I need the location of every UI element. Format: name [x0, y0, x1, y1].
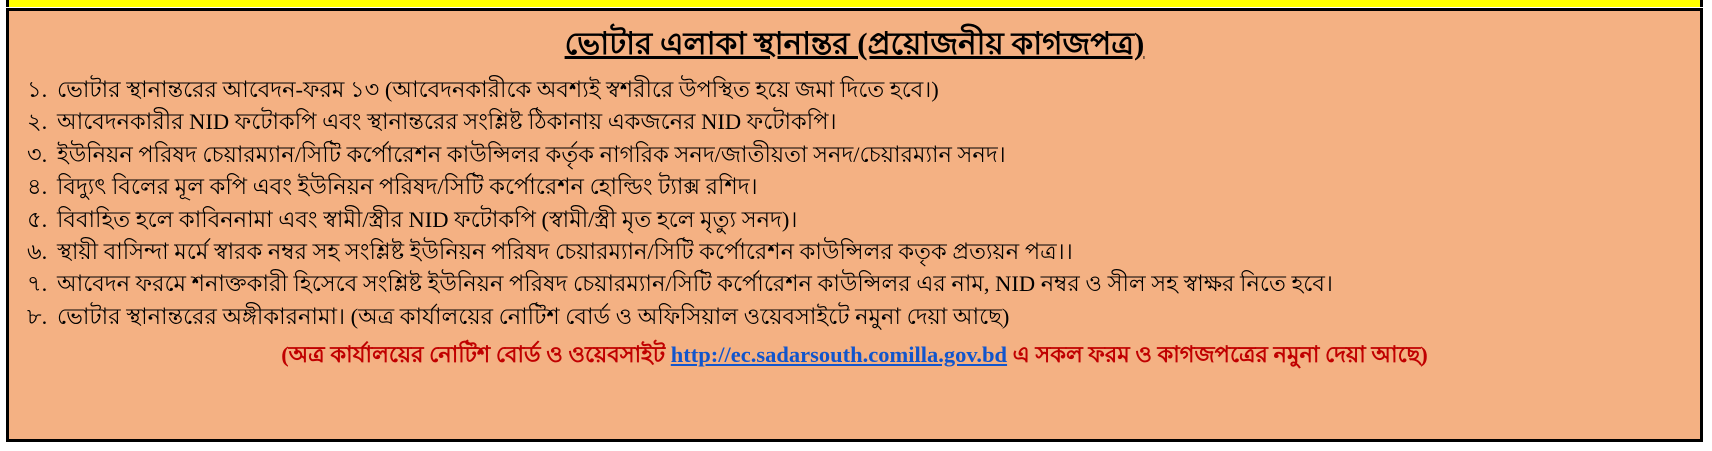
list-item-number: ২. [27, 109, 48, 135]
list-item-label: বিবাহিত হলে কাবিননামা এবং স্বামী/স্ত্রীর NID ফটোকপি (স্বামী/স্ত্রী মৃত হলে মৃত্যু সনদ)। [57, 206, 798, 232]
list-item [27, 301, 1686, 333]
list-item-number: ১. [27, 77, 48, 102]
footer-suffix: এ সকল ফরম ও কাগজপত্রের নমুনা দেয়া আছে) [1007, 342, 1428, 368]
list-item-number: ৪. [27, 174, 48, 200]
website-link[interactable]: http://ec.sadarsouth.comilla.gov.bd [670, 342, 1008, 368]
list-item [27, 74, 1686, 106]
list-item [27, 204, 1686, 236]
top-accent-bar [6, 0, 1703, 7]
list-item-label: আবেদনকারীর NID ফটোকপি এবং স্থানান্তরের সংশ্লিষ্ট ঠিকানায় একজনের NID ফটোকপি। [57, 109, 837, 135]
footer-note [9, 337, 1700, 375]
list-item-label: স্থায়ী বাসিন্দা মর্মে স্বারক নম্বর সহ সংশ্লিষ্ট ইউনিয়ন পরিষদ চেয়ারম্যান/সিটি কর্পোরেশন কাউন্সিলর কতৃক প্রত্যয়ন পত্র।। [57, 238, 1073, 264]
list-item-label: ভোটার স্থানান্তরের আবেদন-ফরম ১৩ (আবেদনকারীকে অবশ্যই স্বশরীরে উপস্থিত হয়ে জমা দিতে হবে।) [57, 77, 939, 102]
list-item-label: আবেদন ফরমে শনাক্তকারী হিসেবে সংশ্লিষ্ট ইউনিয়ন পরিষদ চেয়ারম্যান/সিটি কর্পোরেশন কাউন্সিলর এর নাম, NID নম্বর ও সীল সহ স্বাক্ষর নিতে হবে। [57, 271, 1333, 297]
page-title: ভোটার এলাকা স্থানান্তর (প্রয়োজনীয় কাগজপত্র) [564, 26, 1145, 61]
list-item-number: ৫. [27, 206, 48, 232]
requirements-list [9, 74, 1700, 333]
list-item [27, 106, 1686, 138]
list-item [27, 268, 1686, 300]
list-item-number: ৭. [27, 271, 48, 297]
list-item-number: ৮. [27, 303, 48, 329]
footer-prefix: (অত্র কার্যালয়ের নোটিশ বোর্ড ও ওয়েবসাইট [281, 342, 671, 368]
notice-card [6, 8, 1703, 442]
list-item-number: ৩. [27, 141, 48, 167]
list-item [27, 236, 1686, 268]
list-item [27, 139, 1686, 171]
list-item-number: ৬. [27, 238, 48, 264]
list-item-label: ইউনিয়ন পরিষদ চেয়ারম্যান/সিটি কর্পোরেশন কাউন্সিলর কর্তৃক নাগরিক সনদ/জাতীয়তা সনদ/চেয়ারম্যান সনদ। [57, 141, 1006, 167]
list-item [27, 171, 1686, 203]
list-item-label: বিদ্যুৎ বিলের মূল কপি এবং ইউনিয়ন পরিষদ/সিটি কর্পোরেশন হোল্ডিং ট্যাক্স রশিদ। [57, 174, 758, 200]
list-item-label: ভোটার স্থানান্তরের অঙ্গীকারনামা। (অত্র কার্যালয়ের নোটিশ বোর্ড ও অফিসিয়াল ওয়েবসাইটে নমুনা দেয়া আছে) [57, 303, 1010, 329]
